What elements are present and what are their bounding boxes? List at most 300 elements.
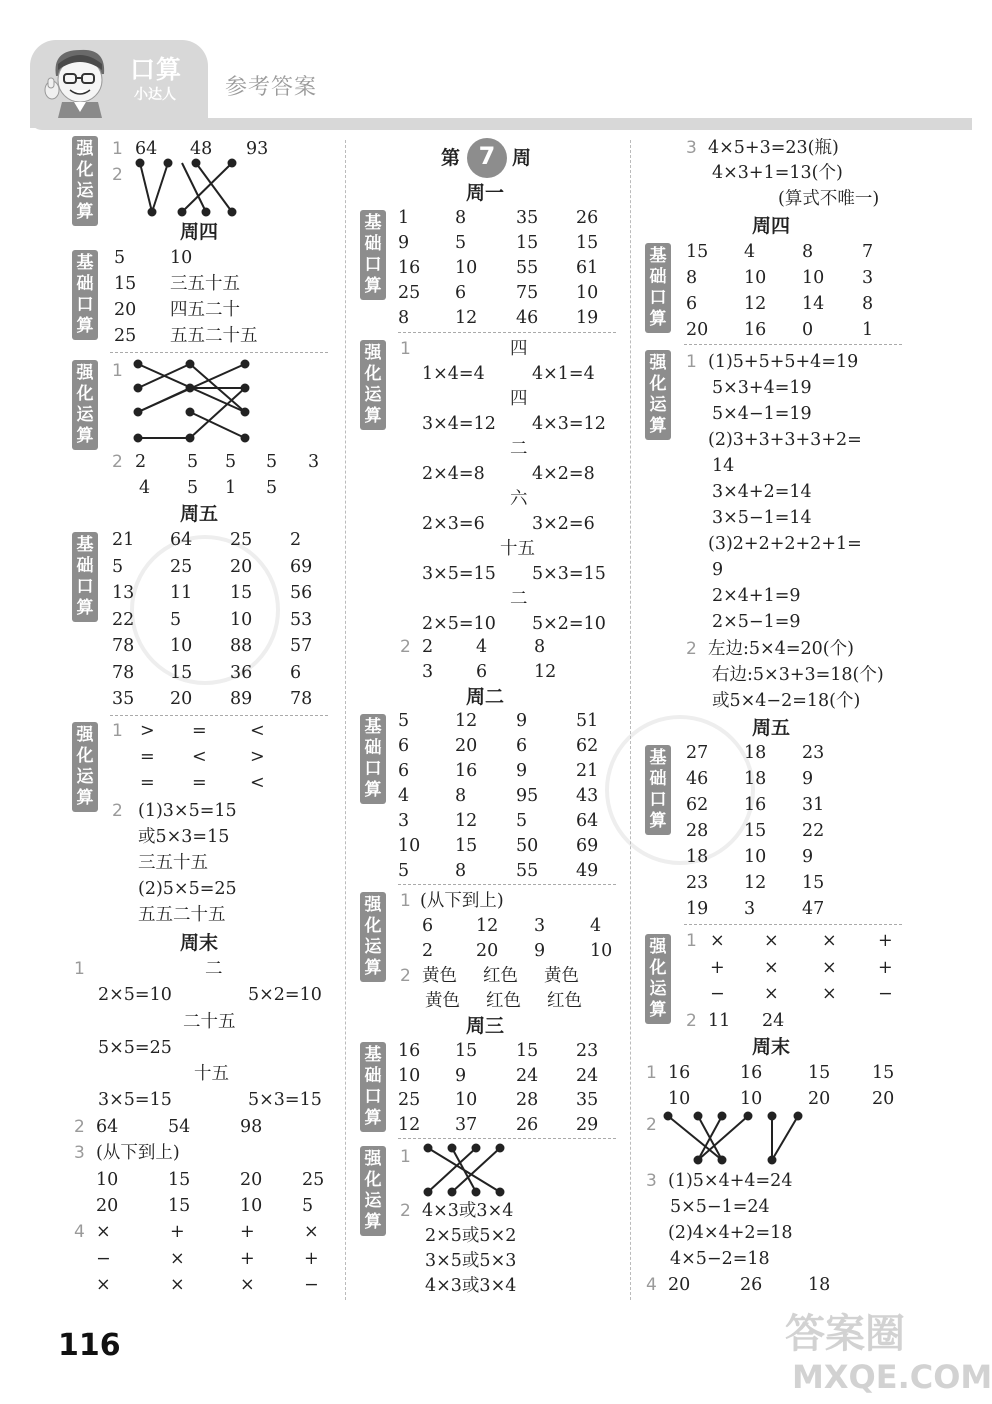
answer-value: 5: [187, 452, 199, 472]
grid-cell: 5: [516, 811, 528, 831]
grid-cell: 51: [576, 711, 599, 731]
question-number: 2: [686, 639, 697, 659]
answer-value: 二十五: [183, 1012, 236, 1032]
question-number: 3: [646, 1171, 657, 1191]
grid-cell: 20: [455, 736, 478, 756]
grid-cell: +: [240, 1222, 255, 1242]
grid-cell: 11: [170, 583, 193, 603]
tag-qianghua: 强化运算: [360, 892, 386, 982]
grid-cell: 4: [744, 242, 756, 262]
answer-value: 16: [740, 1063, 763, 1083]
grid-cell: 20: [240, 1170, 263, 1190]
answer-line: 3×5−1=14: [712, 508, 812, 528]
compare-symbol: <: [250, 721, 265, 741]
day-heading: 周四: [180, 221, 219, 243]
mascot-kid-icon: [42, 44, 122, 118]
grid-cell: 9: [802, 769, 814, 789]
question-number: 4: [74, 1222, 85, 1242]
grid-cell: 10: [398, 836, 421, 856]
question-number: 2: [112, 452, 123, 472]
grid-cell: 64: [170, 530, 193, 550]
answer-line: (3)2+2+2+2+1=: [708, 534, 862, 554]
grid-cell: 15: [744, 821, 767, 841]
answer-value: 24: [762, 1011, 785, 1031]
grid-cell: 24: [576, 1065, 599, 1086]
question-number: 1: [112, 361, 123, 381]
answer-value: 5: [187, 478, 199, 498]
answer-line: (2)4×4+2=18: [668, 1223, 793, 1243]
grid-cell: 10: [576, 283, 599, 303]
grid-cell: 8: [455, 861, 467, 881]
question-number: 2: [686, 1011, 697, 1031]
grid-cell: ×: [710, 931, 725, 951]
question-number: 2: [112, 165, 123, 185]
answer-value: 红色: [486, 991, 521, 1011]
grid-cell: 18: [744, 769, 767, 789]
answer-line: 4×2=8: [532, 464, 595, 484]
grid-cell: 12: [455, 811, 478, 831]
compare-symbol: <: [250, 773, 265, 793]
answer-value: 20: [668, 1275, 691, 1295]
answer-line: 3×5或5×3: [425, 1251, 517, 1271]
grid-cell: −: [96, 1248, 111, 1269]
grid-cell: 28: [686, 821, 709, 841]
answer-value: 5: [266, 452, 278, 472]
answer-line: 或5×3=15: [138, 827, 230, 847]
tag-jichu: 基础口算: [72, 532, 98, 622]
day-heading: 周五: [752, 717, 791, 739]
grid-cell: 26: [576, 208, 599, 228]
answer-line: 3×5=15: [98, 1090, 172, 1110]
grid-cell: 35: [576, 1090, 599, 1110]
answer-value: 6: [422, 916, 434, 936]
grid-cell: 9: [398, 233, 410, 253]
question-number: 1: [686, 352, 697, 372]
section-separator: [398, 884, 616, 885]
answer-line: 9: [712, 560, 724, 580]
grid-cell: 24: [516, 1065, 539, 1086]
grid-cell: 15: [576, 233, 599, 253]
grid-cell: 29: [576, 1114, 599, 1135]
answer-line: 2×5=10: [422, 614, 496, 634]
chinese-numeral: 六: [510, 489, 528, 509]
answer-line: 三五十五: [138, 853, 208, 873]
answer-value: 三五十五: [170, 274, 240, 294]
grid-cell: 23: [686, 873, 709, 893]
answer-value: 20: [872, 1089, 895, 1109]
answer-value: 9: [534, 941, 546, 961]
answer-line: (1)5×4+4=24: [668, 1171, 793, 1191]
grid-cell: 10: [170, 636, 193, 656]
section-separator: [398, 1138, 616, 1139]
grid-cell: 20: [230, 556, 253, 577]
answer-line: 5×5−1=24: [670, 1197, 770, 1217]
grid-cell: 10: [96, 1170, 119, 1190]
grid-cell: 20: [686, 320, 709, 340]
answer-line: 4×3=12: [532, 414, 606, 434]
day-heading: 周末: [752, 1036, 791, 1058]
grid-cell: 46: [516, 308, 539, 328]
grid-cell: 23: [802, 743, 825, 763]
grid-cell: 25: [302, 1170, 325, 1190]
day-heading: 周一: [466, 182, 505, 204]
grid-cell: 62: [576, 736, 599, 756]
section-separator: [684, 924, 902, 925]
grid-cell: +: [878, 957, 893, 978]
grid-cell: 12: [398, 1114, 421, 1135]
answer-value: 15: [114, 274, 137, 294]
grid-cell: −: [304, 1275, 319, 1295]
grid-cell: +: [170, 1222, 185, 1242]
grid-cell: 9: [516, 761, 528, 781]
grid-cell: 37: [455, 1114, 478, 1135]
week-suffix: 周: [512, 147, 532, 169]
tag-jichu: 基础口算: [645, 745, 671, 835]
compare-symbol: =: [192, 773, 207, 793]
question-number: 1: [686, 931, 697, 951]
grid-cell: 20: [96, 1196, 119, 1216]
answer-line: 3×4+2=14: [712, 482, 812, 502]
chinese-numeral: 十五: [500, 539, 535, 559]
answer-value: 四五二十: [170, 300, 240, 320]
grid-cell: 75: [516, 283, 539, 303]
answer-line: (2)5×5=25: [138, 879, 237, 899]
grid-cell: 6: [686, 294, 698, 314]
logo-subtitle: 小达人: [134, 87, 176, 103]
grid-cell: 15: [516, 1041, 539, 1061]
watermark-stamp: [130, 535, 280, 685]
grid-cell: 19: [576, 308, 599, 328]
grid-cell: ×: [764, 984, 779, 1004]
answer-value: 二: [205, 959, 223, 979]
grid-cell: 15: [686, 242, 709, 262]
question-number: 1: [74, 959, 85, 979]
grid-cell: 7: [862, 242, 874, 262]
grid-cell: 1: [862, 320, 874, 340]
tag-jichu: 基础口算: [360, 210, 386, 300]
grid-cell: ×: [822, 931, 837, 951]
grid-cell: 8: [802, 242, 814, 262]
grid-cell: 6: [516, 736, 528, 756]
answer-value: 4: [590, 916, 602, 936]
tag-qianghua: 强化运算: [645, 934, 671, 1024]
answer-value: 26: [740, 1275, 763, 1295]
grid-cell: 78: [112, 636, 135, 656]
page-number: 116: [58, 1328, 121, 1363]
grid-cell: 20: [170, 689, 193, 709]
answer-line: 1×4=4: [422, 364, 485, 384]
grid-cell: ×: [822, 957, 837, 978]
grid-cell: 6: [398, 761, 410, 781]
question-number: 3: [74, 1143, 85, 1163]
question-number: 2: [74, 1117, 85, 1137]
grid-cell: 5: [455, 233, 467, 253]
grid-cell: 78: [112, 662, 135, 683]
column-divider: [345, 140, 346, 1300]
answer-line: 5×3=15: [248, 1090, 322, 1110]
grid-cell: +: [304, 1248, 319, 1269]
tag-qianghua: 强化运算: [72, 722, 98, 812]
answer-value: 红色: [483, 966, 518, 986]
grid-cell: +: [240, 1248, 255, 1269]
grid-cell: 5: [302, 1196, 314, 1216]
answer-note: (从下到上): [420, 891, 504, 911]
answer-value: 25: [114, 326, 137, 346]
grid-cell: 16: [398, 258, 421, 278]
answer-line: 4×3或3×4: [422, 1201, 514, 1221]
watermark-stamp: [605, 715, 755, 865]
answer-value: 4: [139, 478, 151, 498]
section-separator: [110, 715, 328, 716]
compare-symbol: >: [250, 747, 265, 767]
day-heading: 周四: [752, 215, 791, 237]
grid-cell: 6: [398, 736, 410, 756]
section-separator: [398, 332, 616, 333]
grid-cell: +: [710, 957, 725, 978]
question-number: 2: [112, 801, 123, 821]
compare-symbol: <: [192, 747, 207, 767]
answer-line: 2×5=10: [98, 985, 172, 1005]
section-separator: [110, 352, 328, 353]
tag-qianghua: 强化运算: [360, 340, 386, 430]
answer-value: 15: [808, 1063, 831, 1083]
day-heading: 周末: [180, 932, 219, 954]
grid-cell: ×: [96, 1275, 111, 1295]
answer-value: 10: [740, 1089, 763, 1109]
tag-qianghua: 强化运算: [645, 350, 671, 440]
compare-symbol: =: [140, 773, 155, 793]
grid-cell: 25: [398, 1090, 421, 1110]
answer-value: 64: [96, 1117, 119, 1137]
grid-cell: 36: [230, 662, 253, 683]
grid-cell: 15: [802, 873, 825, 893]
grid-cell: 23: [576, 1041, 599, 1061]
grid-cell: 57: [290, 636, 313, 656]
answer-value: 20: [114, 300, 137, 320]
grid-cell: 16: [455, 761, 478, 781]
grid-cell: 25: [398, 283, 421, 303]
answer-value: 8: [534, 637, 546, 657]
section-separator: [684, 344, 902, 345]
grid-cell: 9: [455, 1065, 467, 1086]
answer-value: 3: [308, 452, 320, 472]
grid-cell: 5: [398, 861, 410, 881]
answer-value: 20: [808, 1089, 831, 1109]
answer-value: 20: [476, 941, 499, 961]
grid-cell: ×: [764, 931, 779, 951]
answer-value: 十五: [194, 1064, 229, 1084]
grid-cell: 10: [455, 258, 478, 278]
grid-cell: 8: [686, 268, 698, 288]
column-divider: [630, 140, 631, 1300]
answer-value: 2: [135, 452, 147, 472]
answer-line: 2×3=6: [422, 514, 485, 534]
grid-cell: 88: [230, 636, 253, 656]
grid-cell: 69: [290, 556, 313, 577]
chinese-numeral: 四: [510, 339, 528, 359]
grid-cell: 15: [455, 1041, 478, 1061]
compare-symbol: =: [192, 721, 207, 741]
answer-value: 5: [225, 452, 237, 472]
tag-jichu: 基础口算: [360, 1042, 386, 1132]
answer-value: 10: [590, 941, 613, 961]
grid-cell: 9: [516, 711, 528, 731]
answer-value: 11: [708, 1011, 731, 1031]
answer-line: 2×4=8: [422, 464, 485, 484]
grid-cell: 64: [576, 811, 599, 831]
grid-cell: 55: [516, 861, 539, 881]
grid-cell: 13: [112, 583, 135, 603]
grid-cell: 6: [455, 283, 467, 303]
grid-cell: 8: [862, 294, 874, 314]
grid-cell: +: [878, 931, 893, 951]
grid-cell: 5: [170, 609, 182, 630]
grid-cell: 10: [744, 268, 767, 288]
day-heading: 周二: [466, 686, 505, 708]
answer-value: 1: [225, 478, 237, 498]
grid-cell: 19: [686, 899, 709, 919]
grid-cell: 55: [516, 258, 539, 278]
answer-line: 2×5−1=9: [712, 612, 801, 632]
question-number: 1: [112, 721, 123, 741]
day-heading: 周三: [466, 1015, 505, 1037]
grid-cell: 12: [744, 873, 767, 893]
grid-cell: 46: [686, 769, 709, 789]
answer-value: 64: [135, 139, 158, 159]
question-number: 2: [400, 637, 411, 657]
answer-value: 黄色: [544, 966, 579, 986]
grid-cell: 3: [862, 268, 874, 288]
answer-note: (算式不唯一): [778, 189, 880, 209]
grid-cell: 16: [398, 1041, 421, 1061]
grid-cell: 22: [802, 821, 825, 841]
grid-cell: 89: [230, 689, 253, 709]
watermark-text: 答案圈: [785, 1311, 905, 1357]
grid-cell: 15: [230, 583, 253, 603]
grid-cell: 50: [516, 836, 539, 856]
answer-line: 2×4+1=9: [712, 586, 801, 606]
answer-value: 5: [114, 248, 126, 268]
answer-note: (从下到上): [96, 1143, 180, 1163]
compare-symbol: =: [140, 747, 155, 767]
grid-cell: 8: [455, 786, 467, 806]
answer-value: 5: [266, 478, 278, 498]
answer-value: 12: [476, 916, 499, 936]
answer-value: 6: [476, 662, 488, 682]
grid-cell: ×: [764, 957, 779, 978]
grid-cell: 10: [744, 847, 767, 867]
watermark-url: MXQE.COM: [792, 1358, 992, 1396]
answer-value: 3: [422, 662, 434, 682]
grid-cell: 18: [686, 847, 709, 867]
grid-cell: 3: [744, 899, 756, 919]
grid-cell: 4: [398, 786, 410, 806]
grid-cell: ×: [96, 1222, 111, 1242]
grid-cell: ×: [170, 1275, 185, 1295]
answer-value: 红色: [547, 991, 582, 1011]
grid-cell: 5: [398, 711, 410, 731]
grid-cell: −: [878, 984, 893, 1004]
grid-cell: 69: [576, 836, 599, 856]
answer-line: 或5×4−2=18(个): [712, 691, 861, 711]
answer-value: 15: [872, 1063, 895, 1083]
week-prefix: 第: [441, 147, 461, 169]
chinese-numeral: 四: [510, 389, 528, 409]
grid-cell: 22: [112, 609, 135, 630]
grid-cell: 61: [576, 258, 599, 278]
answer-value: 18: [808, 1275, 831, 1295]
grid-cell: 49: [576, 861, 599, 881]
grid-cell: 27: [686, 743, 709, 763]
grid-cell: 95: [516, 786, 539, 806]
grid-cell: 25: [230, 530, 253, 550]
answer-value: 16: [668, 1063, 691, 1083]
question-number: 4: [646, 1275, 657, 1295]
grid-cell: 43: [576, 786, 599, 806]
tag-qianghua: 强化运算: [360, 1146, 386, 1236]
grid-cell: 15: [516, 233, 539, 253]
answer-line: 五五二十五: [138, 905, 226, 925]
week-number: 7: [478, 142, 496, 170]
answer-value: 黄色: [425, 991, 460, 1011]
tag-jichu: 基础口算: [360, 714, 386, 804]
question-number: 3: [686, 138, 697, 158]
answer-value: 2: [422, 637, 434, 657]
grid-cell: 5: [112, 556, 124, 577]
answer-line: 左边:5×4=20(个): [708, 639, 854, 659]
answer-line: 右边:5×3+3=18(个): [712, 665, 884, 685]
grid-cell: 26: [516, 1114, 539, 1135]
grid-cell: 8: [398, 308, 410, 328]
answer-value: 2: [422, 941, 434, 961]
grid-cell: 56: [290, 583, 313, 603]
header-strip: [30, 118, 972, 130]
answer-line: 4×1=4: [532, 364, 595, 384]
answer-line: 5×4−1=19: [712, 404, 812, 424]
grid-cell: 10: [240, 1196, 263, 1216]
grid-cell: 2: [290, 530, 302, 550]
compare-symbol: >: [140, 721, 155, 741]
grid-cell: 15: [455, 836, 478, 856]
grid-cell: 35: [112, 689, 135, 709]
tag-jichu: 基础口算: [72, 250, 98, 340]
grid-cell: 10: [455, 1090, 478, 1110]
grid-cell: 15: [168, 1170, 191, 1190]
question-number: 1: [400, 339, 411, 359]
grid-cell: 21: [112, 530, 135, 550]
answer-value: 48: [190, 139, 213, 159]
grid-cell: −: [710, 984, 725, 1004]
grid-cell: ×: [822, 984, 837, 1004]
grid-cell: 78: [290, 689, 313, 709]
grid-cell: ×: [304, 1222, 319, 1242]
grid-cell: 10: [802, 268, 825, 288]
question-number: 2: [400, 966, 411, 986]
grid-cell: 12: [455, 711, 478, 731]
grid-cell: ×: [170, 1248, 185, 1269]
grid-cell: 35: [516, 208, 539, 228]
grid-cell: 62: [686, 795, 709, 815]
answer-line: 5×5=25: [98, 1038, 172, 1058]
grid-cell: 12: [455, 308, 478, 328]
answer-line: (2)3+3+3+3+2=: [708, 430, 862, 450]
grid-cell: 25: [170, 556, 193, 577]
grid-cell: 16: [744, 320, 767, 340]
question-number: 2: [400, 1201, 411, 1221]
logo-title: 口算: [130, 55, 183, 84]
grid-cell: 1: [398, 208, 410, 228]
question-number: 1: [400, 1147, 411, 1167]
